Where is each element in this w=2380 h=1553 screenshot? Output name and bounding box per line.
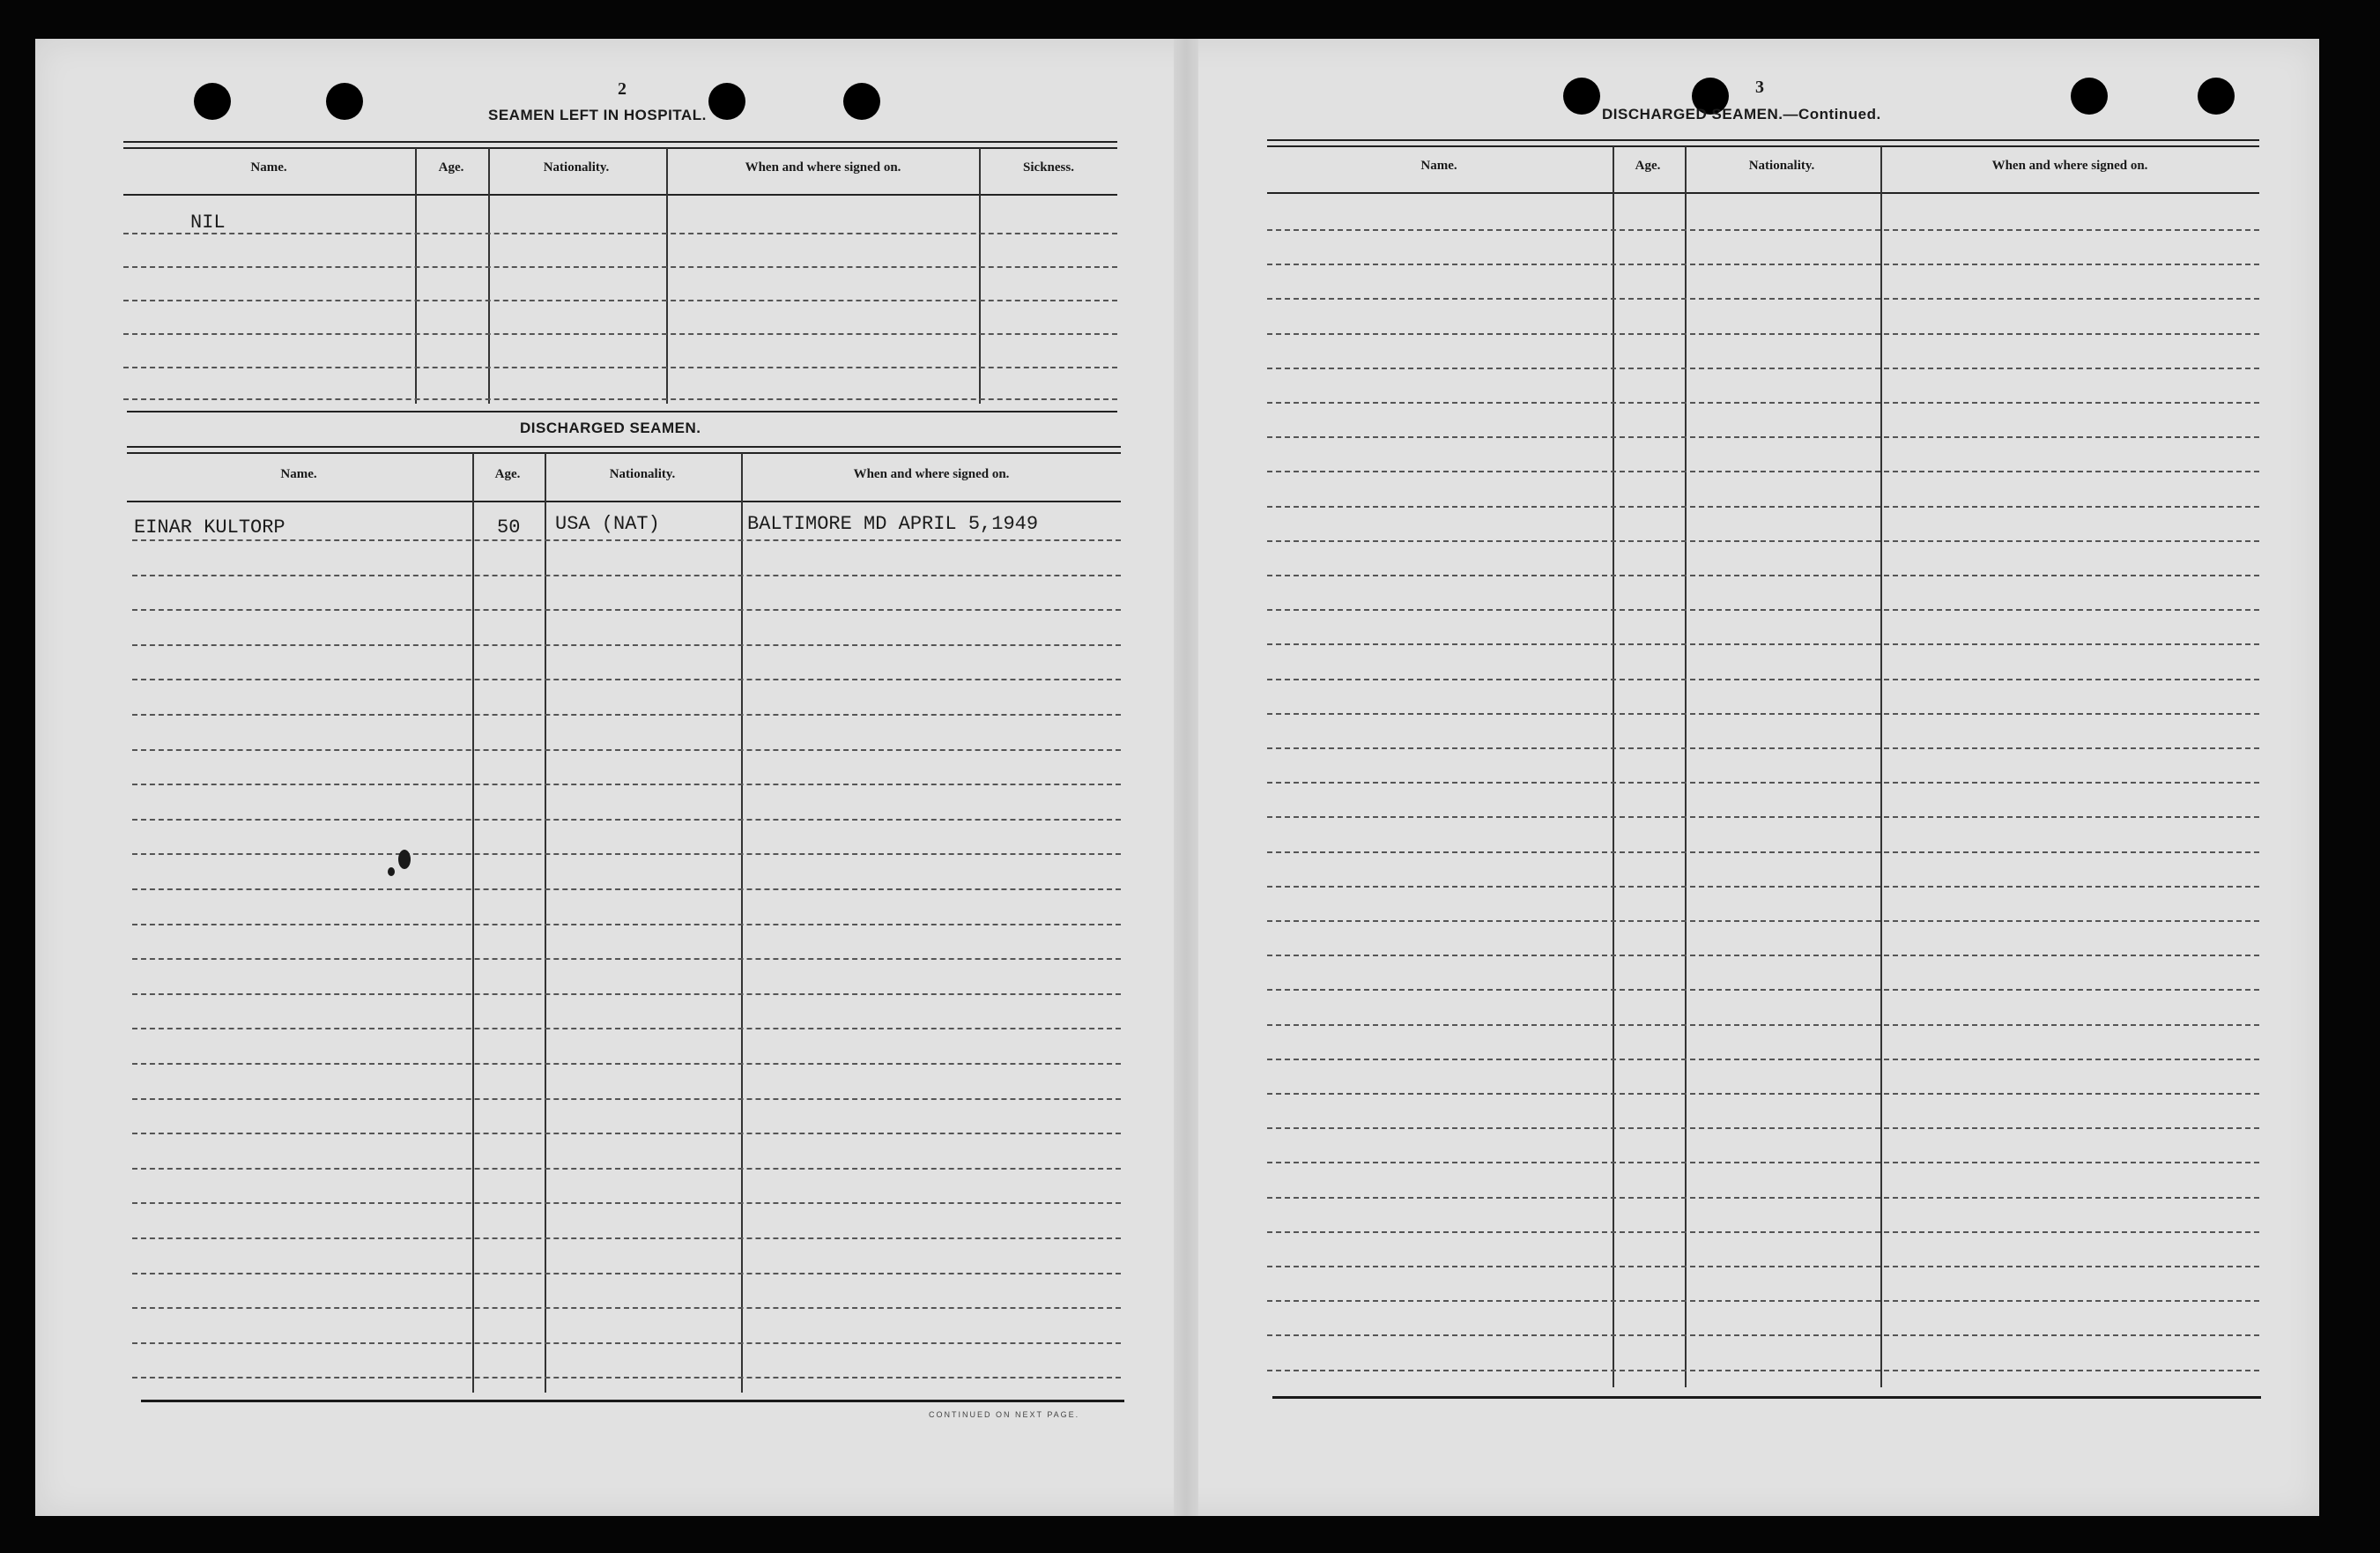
ledger-line (1267, 471, 2259, 472)
ledger-line (1267, 955, 2259, 956)
ledger-line (1267, 298, 2259, 300)
column-header-age: Age. (494, 467, 521, 481)
ledger-line (132, 853, 1121, 855)
ledger-line (123, 333, 1117, 335)
ledger-line (132, 1133, 1121, 1134)
ledger-line (123, 300, 1117, 301)
ledger-line (1267, 816, 2259, 818)
ledger-line (1267, 1059, 2259, 1060)
table-top-rule (123, 141, 1117, 149)
punch-hole (194, 83, 231, 120)
ledger-line (1267, 1370, 2259, 1371)
ledger-line (1267, 333, 2259, 335)
ledger-line (132, 644, 1121, 646)
seaman-nationality: USA (NAT) (555, 513, 660, 535)
ledger-line (1267, 1334, 2259, 1336)
punch-hole (326, 83, 363, 120)
column-header-signed-on: When and where signed on. (853, 467, 1010, 481)
ledger-line (132, 679, 1121, 680)
punch-hole (2071, 78, 2108, 115)
ledger-line (132, 1063, 1121, 1065)
ledger-line (123, 266, 1117, 268)
ledger-line (1267, 920, 2259, 922)
column-header-nationality: Nationality. (609, 467, 676, 481)
column-divider (979, 148, 981, 404)
ledger-line (1267, 989, 2259, 991)
ledger-line (1267, 368, 2259, 369)
punch-hole (843, 83, 880, 120)
ledger-line (1267, 1231, 2259, 1233)
section-rule (127, 411, 1117, 412)
ledger-line (1267, 609, 2259, 611)
ledger-line (1267, 1300, 2259, 1302)
ledger-line (1267, 643, 2259, 645)
ledger-line (132, 888, 1121, 890)
ledger-line (1267, 851, 2259, 853)
ledger-line (132, 819, 1121, 821)
ink-blot (388, 867, 395, 876)
ledger-line (1267, 1162, 2259, 1163)
column-header-name: Name. (1420, 159, 1457, 173)
ledger-line (132, 609, 1121, 611)
header-rule (127, 501, 1121, 502)
punch-hole (2198, 78, 2235, 115)
seaman-name: EINAR KULTORP (134, 516, 285, 539)
column-header-age: Age. (1635, 159, 1661, 173)
ledger-line (1267, 1197, 2259, 1199)
ledger-line (132, 575, 1121, 576)
column-header-signed-on: When and where signed on. (745, 160, 901, 175)
ledger-line (1267, 264, 2259, 265)
table-top-rule (1267, 139, 2259, 147)
ledger-line (1267, 886, 2259, 888)
ledger-line (132, 924, 1121, 925)
ledger-line (1267, 229, 2259, 231)
ledger-line (1267, 1266, 2259, 1267)
column-header-age: Age. (438, 160, 464, 175)
ledger-line (123, 398, 1117, 400)
column-header-nationality: Nationality. (543, 160, 610, 175)
ledger-line (132, 749, 1121, 751)
table-top-rule (127, 446, 1121, 454)
discharged-section-title: DISCHARGED SEAMEN. (520, 420, 701, 436)
ledger-line (123, 233, 1117, 234)
column-divider (488, 148, 490, 404)
ledger-line (1267, 575, 2259, 576)
column-divider (666, 148, 668, 404)
table-bottom-rule (141, 1400, 1124, 1402)
table-bottom-rule (1272, 1396, 2261, 1399)
ledger-line (1267, 679, 2259, 680)
column-divider (415, 148, 417, 404)
ledger-line (1267, 713, 2259, 715)
ledger-line (1267, 436, 2259, 438)
page-gutter (1174, 39, 1198, 1516)
ledger-line (132, 1168, 1121, 1170)
ledger-line (132, 993, 1121, 995)
ledger-line (132, 1273, 1121, 1274)
hospital-entry: NIL (190, 212, 226, 234)
ledger-line (1267, 1127, 2259, 1129)
ledger-line (132, 784, 1121, 785)
header-rule (1267, 192, 2259, 194)
ledger-line (132, 1237, 1121, 1239)
column-header-sickness: Sickness. (1023, 160, 1074, 175)
continued-note: CONTINUED ON NEXT PAGE. (929, 1410, 1080, 1419)
ledger-line (1267, 1093, 2259, 1095)
column-header-name: Name. (280, 467, 317, 481)
column-header-name: Name. (250, 160, 287, 175)
column-header-nationality: Nationality. (1748, 159, 1815, 173)
column-header-signed-on: When and where signed on. (1991, 159, 2148, 173)
ledger-line (132, 1307, 1121, 1309)
ledger-line (132, 714, 1121, 716)
ledger-line (132, 958, 1121, 960)
ink-blot (398, 850, 411, 869)
ledger-line (132, 1202, 1121, 1204)
ledger-line (132, 1028, 1121, 1029)
page-number: 2 (618, 79, 627, 99)
ledger-line (1267, 1024, 2259, 1026)
ledger-line (132, 1377, 1121, 1378)
seaman-age: 50 (497, 516, 521, 539)
header-rule (123, 194, 1117, 196)
seaman-signed-on: BALTIMORE MD APRIL 5,1949 (747, 513, 1039, 535)
ledger-line (1267, 506, 2259, 508)
hospital-section-title: SEAMEN LEFT IN HOSPITAL. (488, 107, 707, 123)
discharged-continued-title: DISCHARGED SEAMEN.—Continued. (1602, 106, 1881, 123)
ledger-line (123, 367, 1117, 368)
ledger-line (1267, 782, 2259, 784)
ledger-line (132, 1342, 1121, 1344)
punch-hole (1563, 78, 1600, 115)
ledger-line (1267, 402, 2259, 404)
ledger-line (1267, 747, 2259, 749)
ledger-line (1267, 540, 2259, 542)
ledger-line (132, 539, 1121, 541)
page-number: 3 (1755, 78, 1764, 97)
punch-hole (708, 83, 745, 120)
ledger-line (132, 1098, 1121, 1100)
